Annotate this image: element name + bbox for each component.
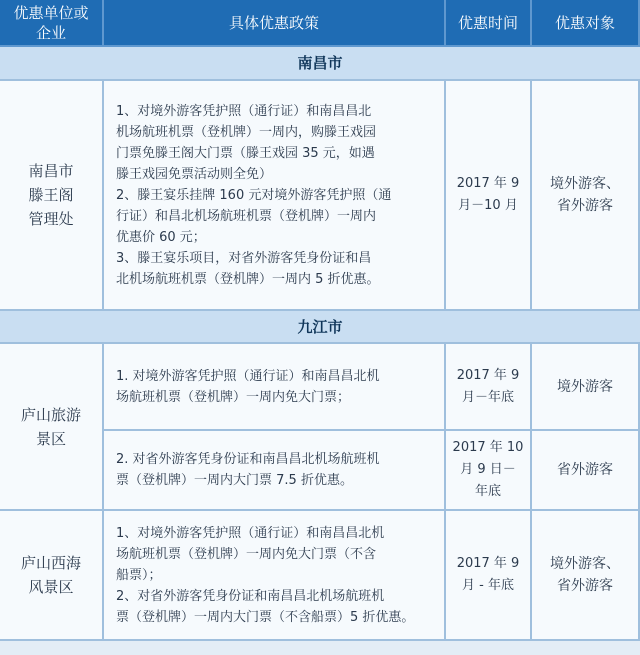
org-xihai: 庐山西海 风景区 (0, 511, 104, 641)
time-cell: 2017 年 9 月 - 年底 (446, 511, 532, 641)
time-cell: 2017 年 10 月 9 日－ 年底 (446, 431, 532, 511)
org-tengwangge: 南昌市 滕王阁 管理处 (0, 81, 104, 311)
policy-cell (104, 431, 446, 511)
policy-text: 2. 对省外游客凭身份证和南昌昌北机场航班机 票（登机牌）一周内大门票 7.5 折优惠。 (116, 452, 380, 488)
city-row-nanchang: 南昌市 (0, 47, 640, 81)
header-time: 优惠时间 (446, 0, 532, 47)
city-row-jiujiang: 九江市 (0, 311, 640, 344)
header-policy: 具体优惠政策 (104, 0, 446, 47)
org-lushan: 庐山旅游 景区 (0, 344, 104, 511)
bottom-strip (0, 641, 640, 655)
target-cell: 省外游客 (532, 431, 640, 511)
policy-cell (104, 511, 446, 641)
time-cell: 2017 年 9 月－10 月 (446, 81, 532, 311)
target-cell: 境外游客、 省外游客 (532, 81, 640, 311)
header-target: 优惠对象 (532, 0, 640, 47)
policy-text: 1、对境外游客凭护照（通行证）和南昌昌北 机场航班机票（登机牌）一周内，购滕王戏园 门票免滕王阁大门票（滕王戏园 35 元，如遇 滕王戏园免票活动则全免） 2、滕王宴乐挂牌 160 元对境外游客凭护照（通 行证）和昌北机场航班机票（登机牌）一周内 优惠价 60 元； 3、滕王宴乐项目，对省外游客凭身份证和昌 北机场航班机票（登机牌）一周内 5 折优惠。 (116, 103, 392, 287)
target-cell: 境外游客、 省外游客 (532, 511, 640, 641)
policy-text: 1. 对境外游客凭护照（通行证）和南昌昌北机 场航班机票（登机牌）一周内免大门票； (116, 368, 380, 405)
policy-cell (104, 344, 446, 431)
header-org: 优惠单位或 企业 (0, 0, 104, 47)
time-cell: 2017 年 9 月－年底 (446, 344, 532, 431)
policy-text: 1、对境外游客凭护照（通行证）和南昌昌北机 场航班机票（登机牌）一周内免大门票（不含 船票）； 2、对省外游客凭身份证和南昌昌北机场航班机 票（登机牌）一周内大门票（不含船票）5 折优惠。 (116, 525, 415, 625)
policy-cell (104, 81, 446, 311)
target-cell: 境外游客 (532, 344, 640, 431)
